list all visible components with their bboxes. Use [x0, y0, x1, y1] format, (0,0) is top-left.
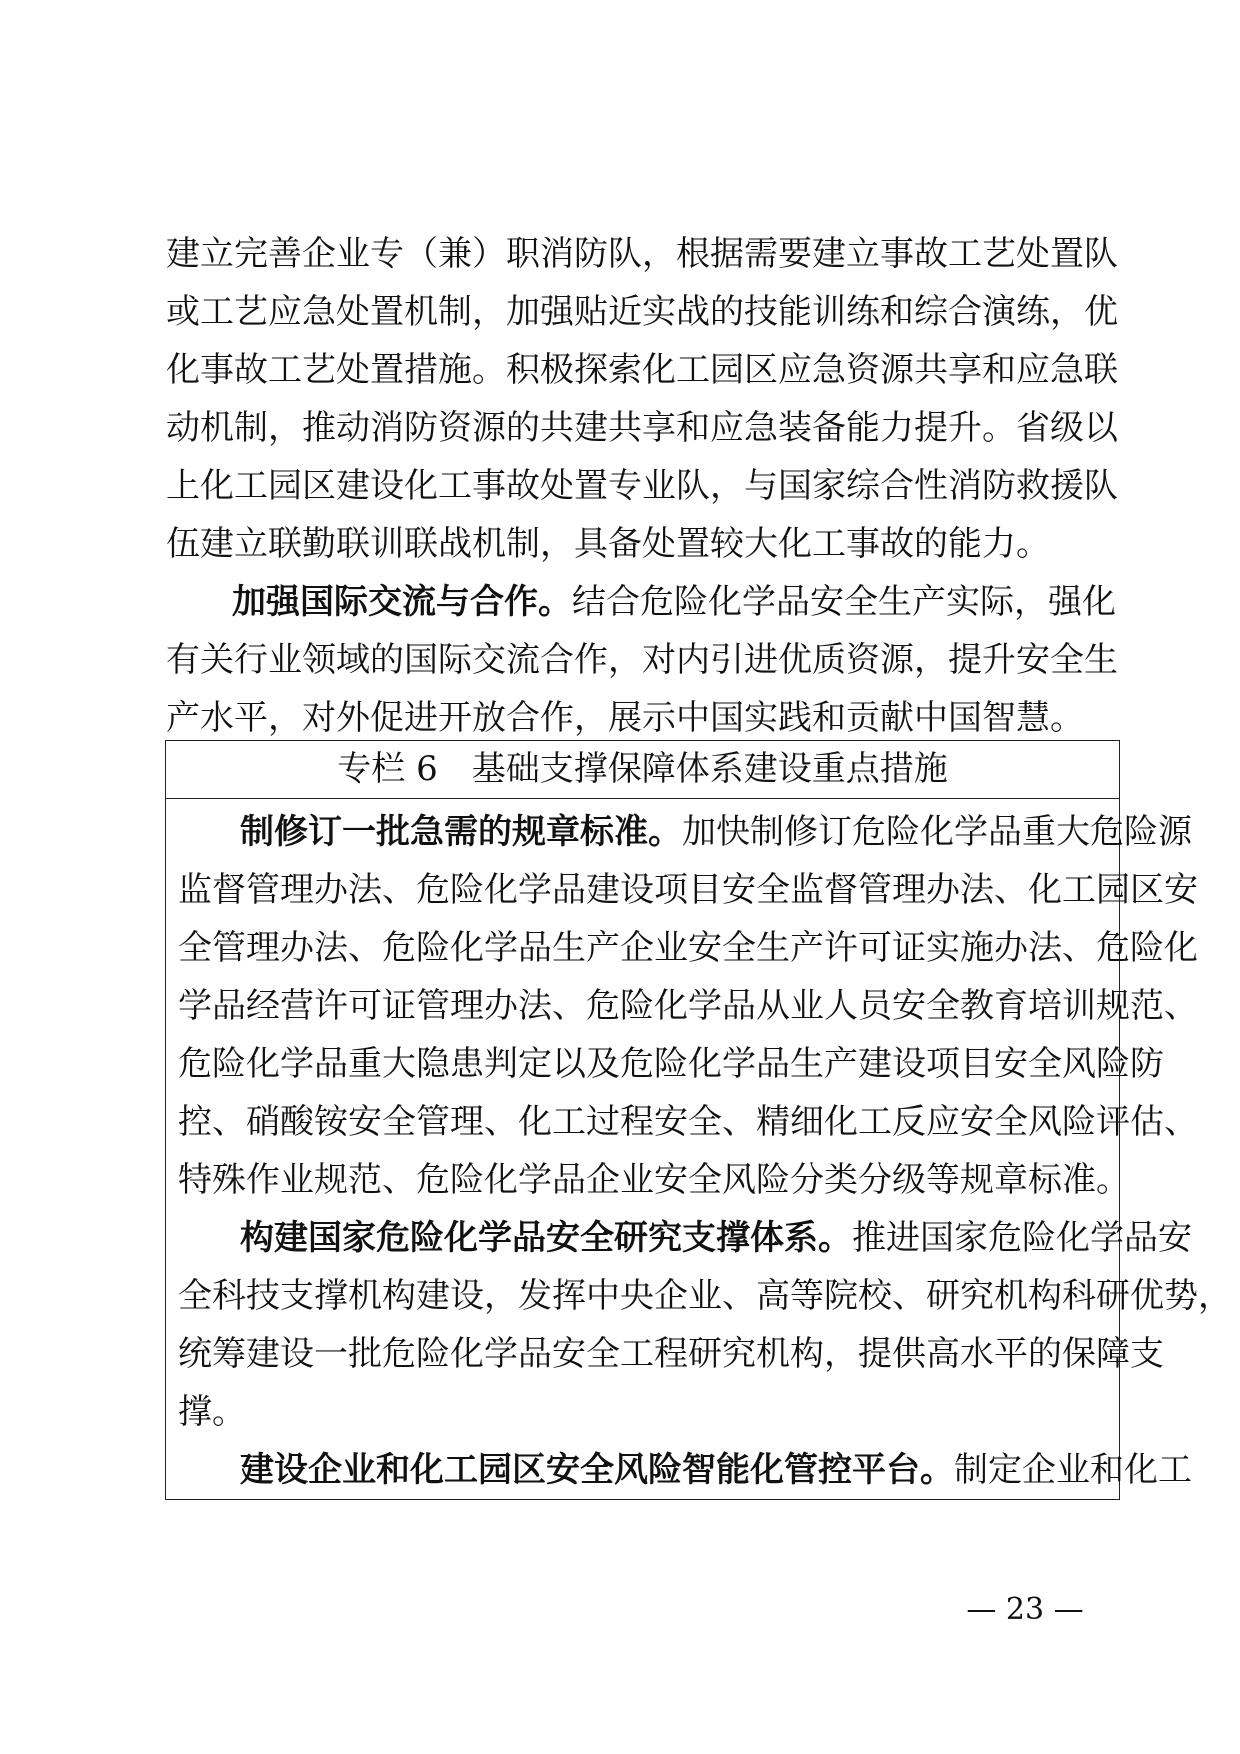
item-first-line — [240, 1218, 1192, 1258]
item-heading: 建设企业和化工园区安全风险智能化管控平台。 — [240, 1450, 954, 1490]
item-line: 撑。 — [178, 1392, 246, 1432]
paragraph-line: 产水平，对外促进开放合作，展示中国实践和贡献中国智慧。 — [166, 698, 1084, 738]
item-heading: 构建国家危险化学品安全研究支撑体系。 — [240, 1218, 852, 1258]
item-line: 控、硝酸铵安全管理、化工过程安全、精细化工反应安全风险评估、 — [178, 1102, 1198, 1142]
item-line: 监督管理办法、危险化学品建设项目安全监督管理办法、化工园区安 — [178, 870, 1198, 910]
paragraph-line: 动机制，推动消防资源的共建共享和应急装备能力提升。省级以 — [166, 408, 1118, 448]
paragraph-line: 有关行业领域的国际交流合作，对内引进优质资源，提升安全生 — [166, 640, 1118, 680]
paragraph-line: 建立完善企业专（兼）职消防队，根据需要建立事故工艺处置队 — [166, 234, 1118, 274]
item-heading: 制修订一批急需的规章标准。 — [240, 812, 682, 852]
item-line: 特殊作业规范、危险化学品企业安全风险分类分级等规章标准。 — [178, 1160, 1130, 1200]
paragraph-line: 或工艺应急处置机制，加强贴近实战的技能训练和综合演练，优 — [166, 292, 1118, 332]
paragraph-line: 化事故工艺处置措施。积极探索化工园区应急资源共享和应急联 — [166, 350, 1118, 390]
paragraph-line: 上化工园区建设化工事故处置专业队，与国家综合性消防救援队 — [166, 466, 1118, 506]
paragraph-heading: 加强国际交流与合作。 — [232, 582, 572, 622]
paragraph-text: 结合危险化学品安全生产实际，强化 — [572, 582, 1116, 622]
item-line: 全科技支撑机构建设，发挥中央企业、高等院校、研究机构科研优势， — [178, 1276, 1232, 1316]
paragraph-first-line — [232, 582, 1116, 622]
item-text: 制定企业和化工 — [954, 1450, 1192, 1490]
page-number: — 23 — — [966, 1592, 1084, 1627]
item-line: 危险化学品重大隐患判定以及危险化学品生产建设项目安全风险防 — [178, 1044, 1164, 1084]
item-first-line — [240, 1450, 1192, 1490]
column-box-title: 专栏 6 基础支撑保障体系建设重点措施 — [166, 741, 1119, 799]
item-text: 加快制修订危险化学品重大危险源 — [682, 812, 1192, 852]
item-line: 全管理办法、危险化学品生产企业安全生产许可证实施办法、危险化 — [178, 928, 1198, 968]
item-line: 学品经营许可证管理办法、危险化学品从业人员安全教育培训规范、 — [178, 986, 1198, 1026]
paragraph-line: 伍建立联勤联训联战机制，具备处置较大化工事故的能力。 — [166, 524, 1050, 564]
item-first-line — [240, 812, 1192, 852]
item-line: 统筹建设一批危险化学品安全工程研究机构，提供高水平的保障支 — [178, 1334, 1164, 1374]
item-text: 推进国家危险化学品安 — [852, 1218, 1192, 1258]
